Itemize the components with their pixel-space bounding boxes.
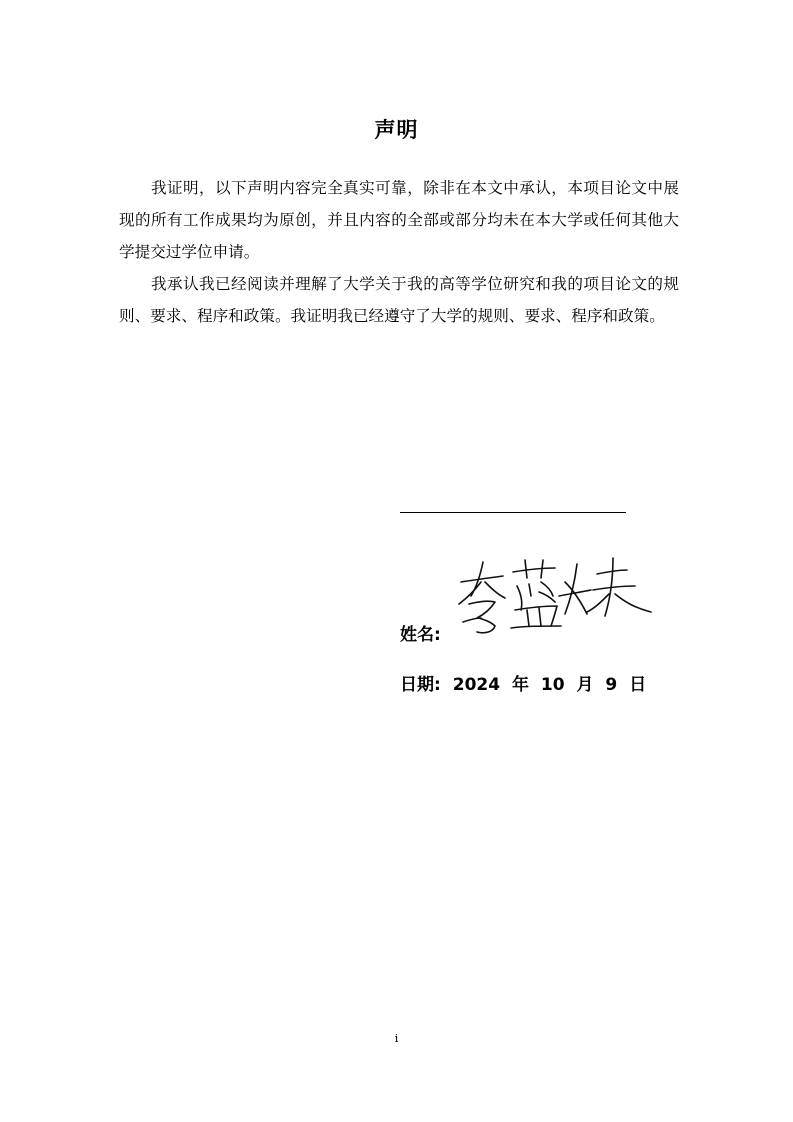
page-title: 声明	[374, 118, 419, 142]
declaration-body	[119, 172, 679, 332]
date-year-unit: 年	[511, 675, 529, 695]
date-day-unit: 日	[629, 675, 647, 695]
paragraph-2: 我承认我已经阅读并理解了大学关于我的高等学位研究和我的项目论文的规则、要求、程序和政策。我证明我已经遵守了大学的规则、要求、程序和政策。	[119, 275, 679, 325]
date-year: 2024	[452, 675, 501, 695]
paragraph-1: 我证明，以下声明内容完全真实可靠，除非在本文中承认，本项目论文中展现的所有工作成果均为原创，并且内容的全部或部分均未在本大学或任何其他大学提交过学位申请。	[119, 179, 679, 261]
date-month: 10	[540, 675, 565, 695]
date-day: 9	[605, 675, 618, 695]
page-number: i	[394, 1032, 399, 1045]
handwritten-signature	[455, 552, 655, 638]
date-line	[400, 670, 652, 695]
signature-line	[400, 512, 626, 513]
date-month-unit: 月	[576, 675, 594, 695]
date-label: 日期:	[400, 675, 441, 695]
name-label: 姓名:	[400, 625, 441, 645]
